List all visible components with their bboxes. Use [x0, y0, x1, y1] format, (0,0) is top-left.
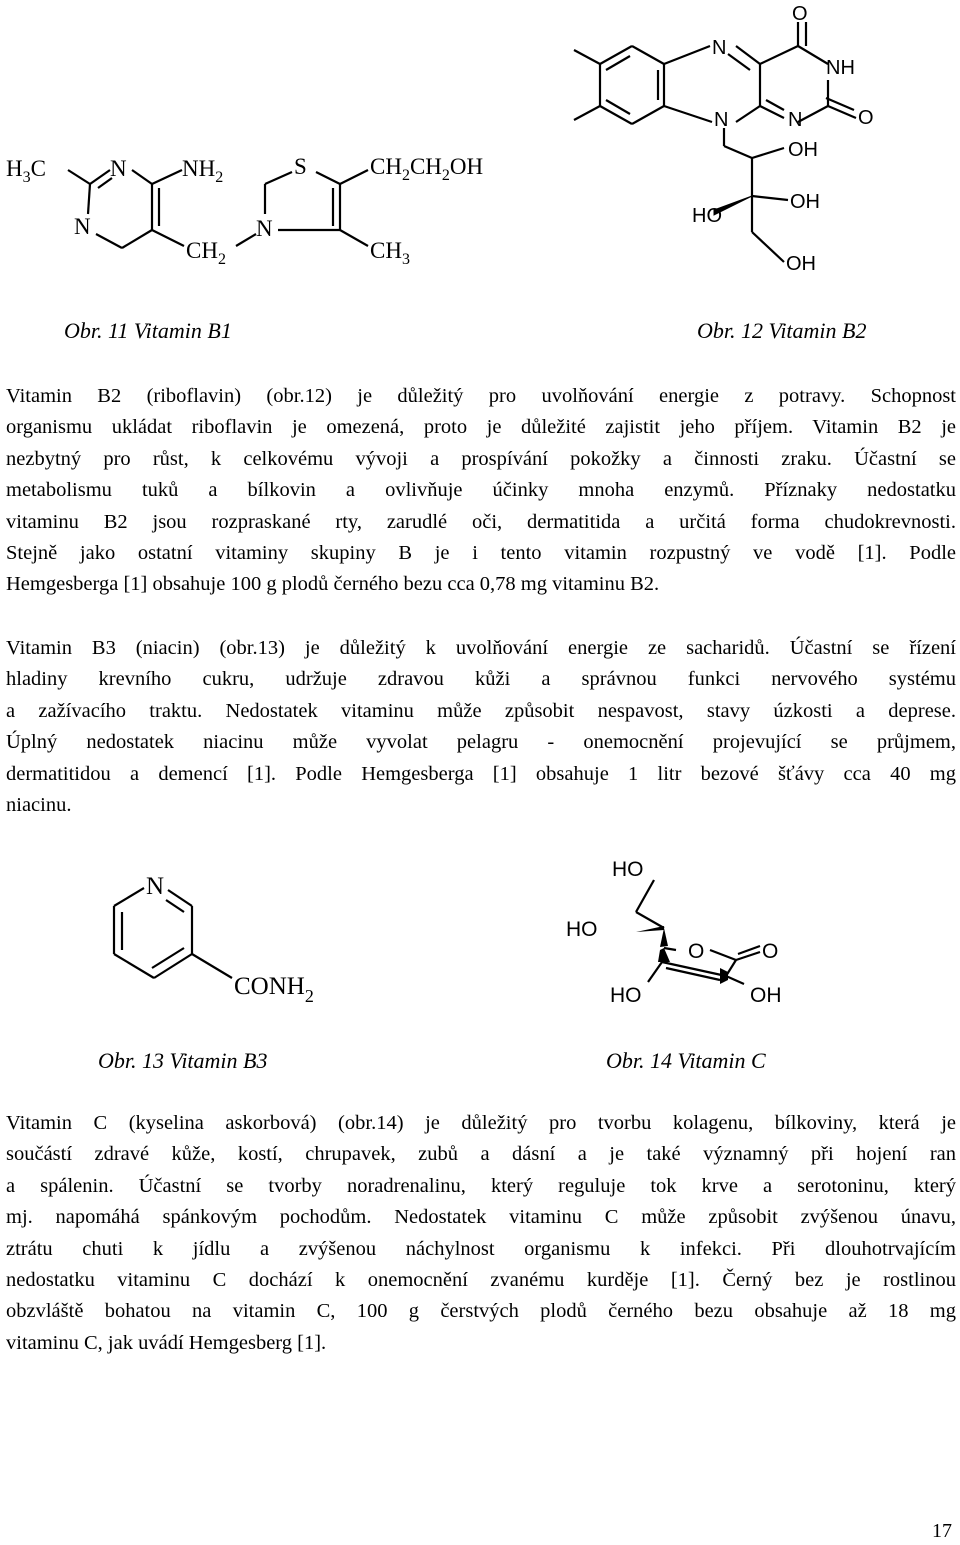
text-line: metabolismu tuků a bílkovin a ovlivňuje účinky mnoha enzymů. Příznaky nedostatku	[6, 479, 956, 502]
c-o-ring: O	[688, 940, 705, 963]
b1-ch2: CH	[186, 238, 218, 263]
page-number: 17	[932, 1520, 952, 1542]
b2-n3: N	[788, 109, 803, 131]
b2-n1: N	[712, 37, 727, 59]
paragraph-vitamin-c	[6, 1108, 956, 1359]
c-oh-bot: OH	[750, 984, 782, 1007]
b1-nh2: NH	[182, 156, 216, 181]
b1-ch3: CH	[370, 238, 402, 263]
text-line: Vitamin B2 (riboflavin) (obr.12) je důležitý pro uvolňování energie z potravy. Schopnost	[6, 385, 956, 407]
c-ho-bot: HO	[610, 984, 642, 1007]
b2-ho: HO	[692, 205, 722, 227]
text-line: a spálenin. Účastní se tvorby noradrenalinu, který reguluje tok krve a serotoninu, který	[6, 1174, 956, 1197]
b2-oh2: OH	[790, 191, 820, 213]
caption-vitamin-b3: Obr. 13 Vitamin B3	[98, 1048, 268, 1073]
b1-ch3-sub: 3	[401, 251, 410, 268]
text-line: nezbytný pro růst, k celkovému vývoji a prospívání pokožky a činnosti zraku. Účastní se	[6, 447, 956, 470]
b1-h3c-c: C	[30, 156, 46, 181]
svg-text:CH3	[370, 238, 410, 268]
c-o-keto: O	[762, 940, 779, 963]
c-ho-top: HO	[612, 858, 644, 881]
b1-nh2-sub: 2	[215, 169, 224, 186]
b2-o2: O	[858, 107, 874, 129]
b1-ch2-sub: 2	[217, 251, 226, 268]
text-line: Vitamin C (kyselina askorbová) (obr.14) je důležitý pro tvorbu kolagenu, bílkoviny, která je	[6, 1112, 956, 1134]
b2-oh1: OH	[788, 139, 818, 161]
text-line: obzvláště bohatou na vitamin C, 100 g čerstvých plodů černého bezu obsahuje až 18 mg	[6, 1300, 956, 1323]
caption-vitamin-c: Obr. 14 Vitamin C	[606, 1048, 766, 1073]
text-line: niacinu.	[6, 793, 72, 816]
vitamin-b1-structure	[0, 130, 520, 280]
text-line: vitaminu C, jak uvádí Hemgesberg [1].	[6, 1331, 327, 1354]
b2-n2: N	[714, 109, 729, 131]
svg-text:H3C	[6, 156, 46, 186]
vitamin-b2-structure	[560, 0, 900, 280]
b2-nh: NH	[826, 57, 855, 79]
text-line: a zažívacího traktu. Nedostatek vitaminu může způsobit nespavost, stavy úzkosti a deprese.	[6, 699, 956, 722]
b1-n-top: N	[110, 156, 127, 181]
b2-o1: O	[792, 3, 808, 25]
text-line: součástí zdravé kůže, kostí, chrupavek, zubů a dásní a je také významný při hojení ran	[6, 1143, 956, 1166]
b1-ch2ch2oh-a: CH	[370, 154, 402, 179]
b1-h3c-h: H	[6, 156, 23, 181]
b3-conh-sub: 2	[304, 986, 314, 1006]
text-line: nedostatku vitaminu C dochází k onemocnění zvanému kurděje [1]. Černý bez je rostlinou	[6, 1268, 956, 1291]
text-line: ztrátu chuti k jídlu a zvýšenou náchylnost organismu k infekci. Při dlouhotrvajícím	[6, 1237, 956, 1260]
b3-conh: CONH	[234, 973, 305, 1000]
text-line: vitaminu B2 jsou rozpraskané rty, zarudlé oči, dermatitida a určitá forma chudokrevnosti.	[6, 510, 956, 533]
b1-h3c-sub: 3	[22, 169, 31, 186]
svg-text:CONH2	[234, 973, 314, 1006]
text-line: dermatitidou a demencí [1]. Podle Hemgesberga [1] obsahuje 1 litr bezové šťávy cca 40 mg	[6, 762, 956, 785]
text-line: organismu ukládat riboflavin je omezená, proto je důležité zajistit jeho příjem. Vitamin B2 je	[6, 416, 956, 439]
text-line: Stejně jako ostatní vitaminy skupiny B je i tento vitamin rozpustný ve vodě [1]. Podle	[6, 541, 956, 564]
caption-vitamin-b2: Obr. 12 Vitamin B2	[697, 318, 867, 343]
b1-s: S	[294, 154, 307, 179]
text-line: hladiny krevního cukru, udržuje zdravou kůži a správnou funkci nervového systému	[6, 668, 956, 691]
text-line: Hemgesberga [1] obsahuje 100 g plodů černého bezu cca 0,78 mg vitaminu B2.	[6, 573, 660, 596]
paragraph-vitamin-b2	[6, 381, 956, 601]
b2-oh3: OH	[786, 253, 816, 275]
vitamin-b3-structure	[100, 862, 360, 1012]
b3-n: N	[146, 873, 165, 900]
text-line: mj. napomáhá spánkovým pochodům. Nedostatek vitaminu C může způsobit zvýšenou únavu,	[6, 1206, 956, 1229]
c-ho-mid: HO	[566, 918, 598, 941]
b1-n-ring: N	[256, 216, 273, 241]
svg-text:CH2	[186, 238, 226, 268]
svg-text:CH2CH2OH: $CH_2CH_2OH$	[370, 154, 484, 184]
vitamin-c-structure	[560, 850, 820, 1020]
b1-n-left: N	[74, 214, 91, 239]
caption-vitamin-b1: Obr. 11 Vitamin B1	[64, 318, 232, 343]
text-line: Vitamin B3 (niacin) (obr.13) je důležitý k uvolňování energie ze sacharidů. Účastní se řízení	[6, 637, 956, 659]
paragraph-vitamin-b3	[6, 633, 956, 821]
svg-text:NH2	[182, 156, 223, 186]
text-line: Úplný nedostatek niacinu může vyvolat pelagru - onemocnění projevující se průjmem,	[6, 731, 956, 754]
